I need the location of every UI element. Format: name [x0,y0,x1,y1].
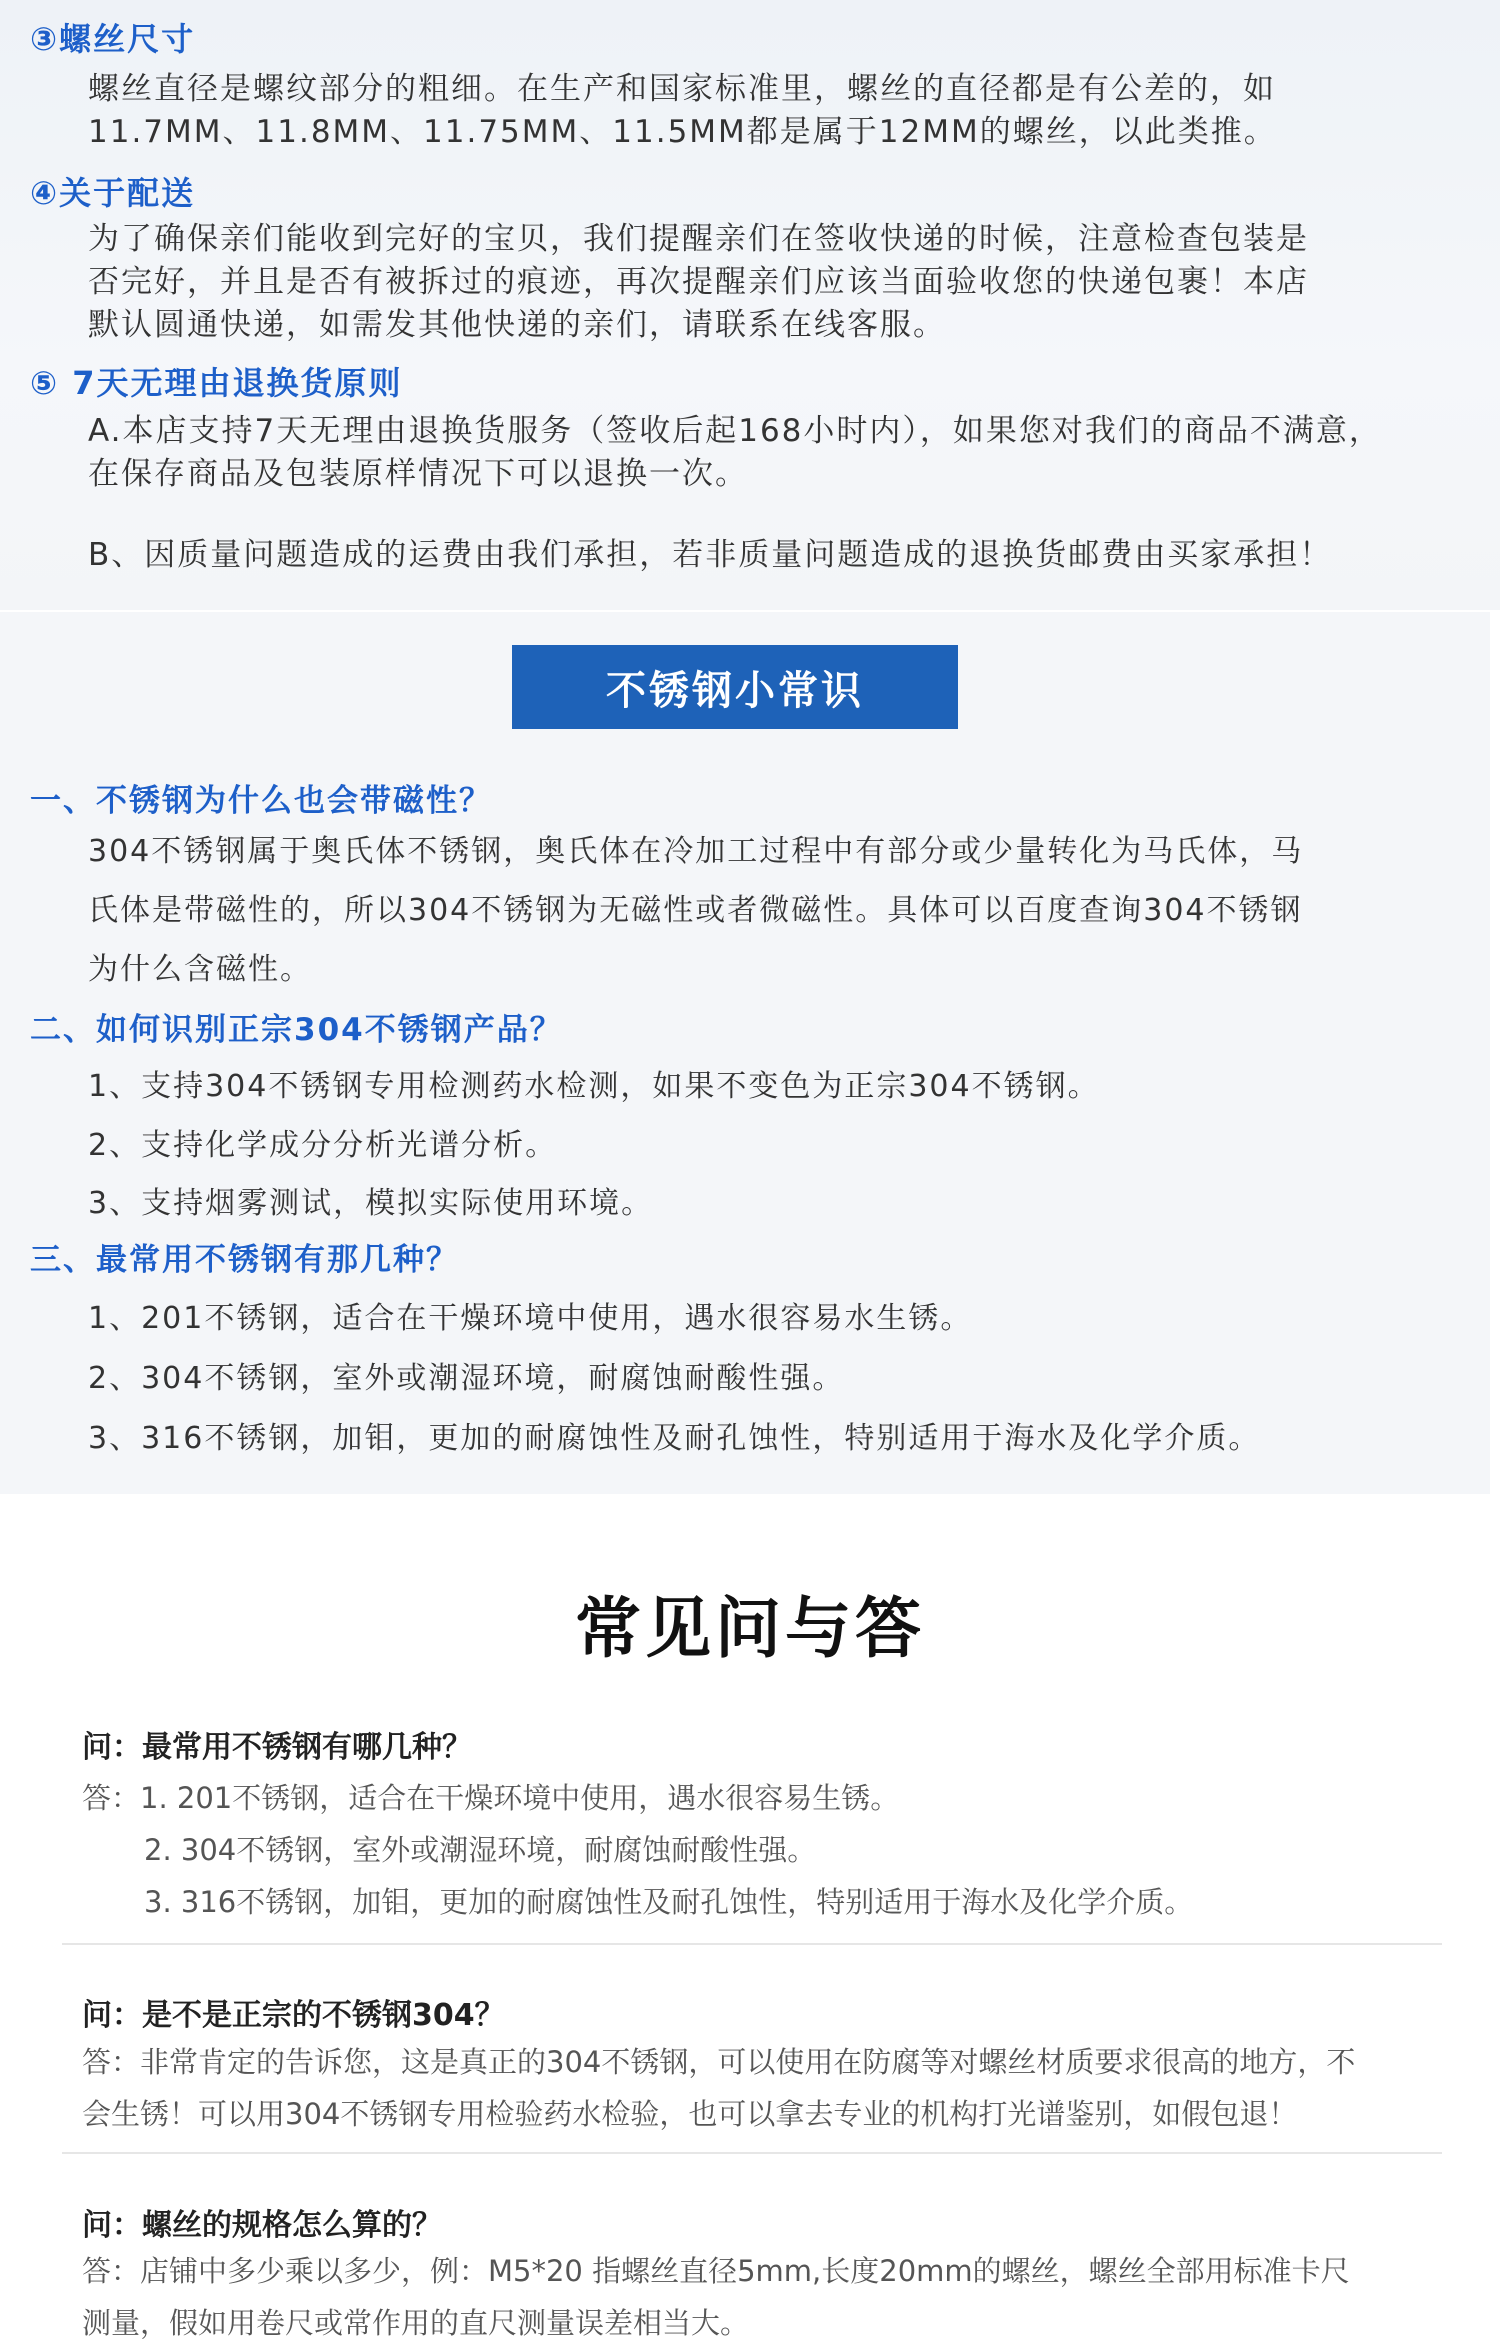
knowledge-q1-line: 304不锈钢属于奥氏体不锈钢，奥氏体在冷加工过程中有部分或少量转化为马氏体，马 [88,834,1304,869]
delivery-line: 默认圆通快递，如需发其他快递的亲们，请联系在线客服。 [88,307,946,343]
delivery-title: ④关于配送 [30,174,196,212]
faq2-answer-line: 答：非常肯定的告诉您，这是真正的304不锈钢，可以使用在防腐等对螺丝材质要求很高的地方，不 [82,2045,1356,2079]
faq2-answer [82,2036,1355,2140]
faq3-answer-line: 答：店铺中多少乘以多少，例：M5*20 指螺丝直径5mm,长度20mm的螺丝，螺丝全部用标准卡尺 [82,2254,1350,2288]
return-policy-a-line: A.本店支持7天无理由退换货服务（签收后起168小时内），如果您对我们的商品不满意， [88,413,1382,449]
screw-size-line: 螺丝直径是螺纹部分的粗细。在生产和国家标准里，螺丝的直径都是有公差的，如 [88,71,1276,107]
delivery-text [88,218,1309,347]
knowledge-q1-title: 一、不锈钢为什么也会带磁性？ [30,783,492,819]
knowledge-q2-title: 二、如何识别正宗304不锈钢产品？ [30,1012,563,1048]
knowledge-q2-item: 3、支持烟雾测试，模拟实际使用环境。 [88,1186,654,1221]
screw-size-text [88,68,1277,154]
screw-size-title: ③螺丝尺寸 [30,20,196,58]
knowledge-q3-item: 1、201不锈钢，适合在干燥环境中使用，遇水很容易水生锈。 [88,1301,973,1336]
faq1-question: 问：最常用不锈钢有哪几种？ [82,1730,472,1765]
return-policy-a-line: 在保存商品及包装原样情况下可以退换一次。 [88,456,748,492]
faq-title: 常见问与答 [575,1590,925,1667]
faq3-question: 问：螺丝的规格怎么算的？ [82,2208,442,2243]
faq1-answer [82,1772,1193,1928]
knowledge-q1-line: 氏体是带磁性的，所以304不锈钢为无磁性或者微磁性。具体可以百度查询304不锈钢 [88,893,1303,928]
knowledge-q2-item: 2、支持化学成分分析光谱分析。 [88,1128,558,1163]
knowledge-q3-title: 三、最常用不锈钢有那几种？ [30,1242,459,1278]
delivery-line: 为了确保亲们能收到完好的宝贝，我们提醒亲们在签收快递的时候，注意检查包装是 [88,221,1309,257]
knowledge-q2-item: 1、支持304不锈钢专用检测药水检测，如果不变色为正宗304不锈钢。 [88,1069,1100,1104]
delivery-line: 否完好，并且是否有被拆过的痕迹，再次提醒亲们应该当面验收您的快递包裹！本店 [88,264,1309,300]
faq-divider [62,2152,1442,2154]
return-policy-title: ⑤ 7天无理由退换货原则 [30,364,403,402]
faq1-answer-line: 答：1. 201不锈钢，适合在干燥环境中使用，遇水很容易生锈。 [82,1781,900,1815]
screw-size-line: 11.7MM、11.8MM、11.75MM、11.5MM都是属于12MM的螺丝，以此类推。 [88,114,1277,150]
knowledge-q3-item: 3、316不锈钢，加钼，更加的耐腐蚀性及耐孔蚀性，特别适用于海水及化学介质。 [88,1421,1261,1456]
faq3-answer [82,2245,1350,2349]
faq-divider [62,1943,1442,1945]
knowledge-q1-line: 为什么含磁性。 [88,952,312,987]
faq2-answer-line: 会生锈！可以用304不锈钢专用检验药水检验，也可以拿去专业的机构打光谱鉴别，如假包退！ [82,2097,1298,2131]
knowledge-q3-item: 2、304不锈钢，室外或潮湿环境，耐腐蚀耐酸性强。 [88,1361,845,1396]
faq1-answer-line: 3. 316不锈钢，加钼，更加的耐腐蚀性及耐孔蚀性，特别适用于海水及化学介质。 [144,1885,1194,1919]
faq3-answer-line: 测量，假如用卷尺或常作用的直尺测量误差相当大。 [82,2306,750,2340]
faq1-answer-line: 2. 304不锈钢，室外或潮湿环境，耐腐蚀耐酸性强。 [144,1833,817,1867]
faq2-question: 问：是不是正宗的不锈钢304？ [82,1998,505,2033]
return-policy-b: B、因质量问题造成的运费由我们承担，若非质量问题造成的退换货邮费由买家承担！ [88,537,1333,573]
return-policy-a [88,410,1382,496]
knowledge-banner: 不锈钢小常识 [512,645,958,729]
knowledge-q1-text [88,822,1303,999]
